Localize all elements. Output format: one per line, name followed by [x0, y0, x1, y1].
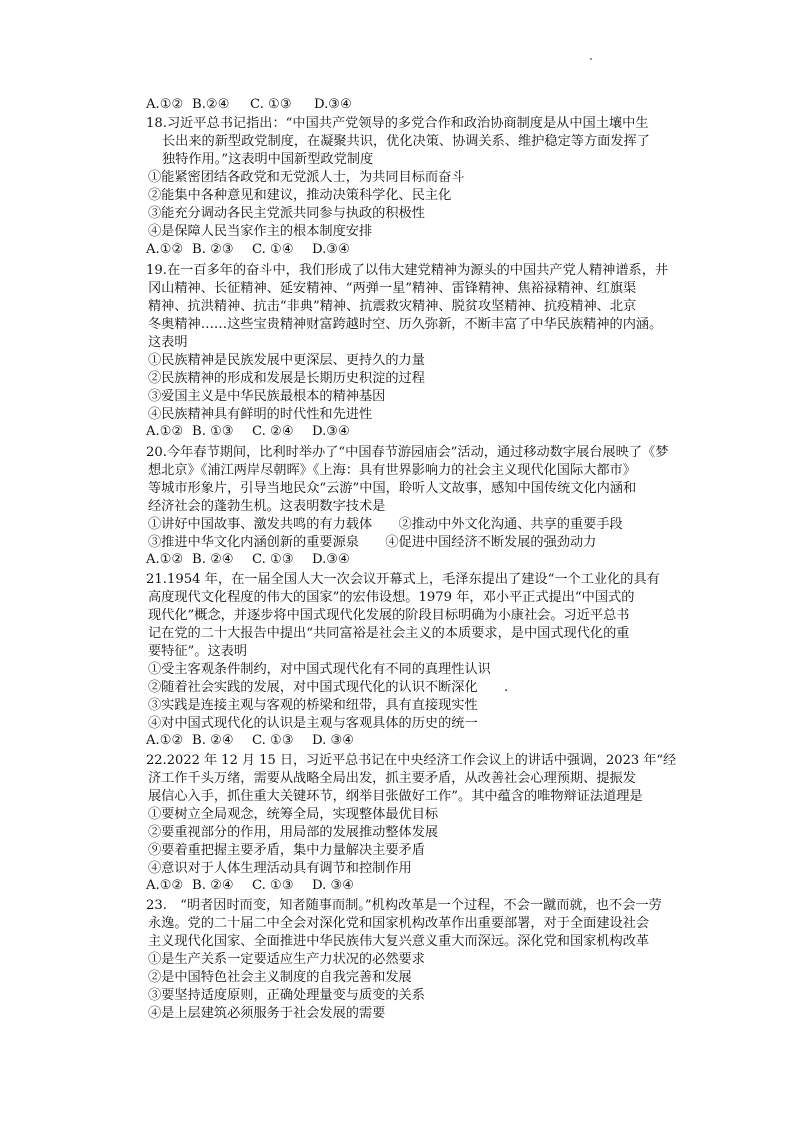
question-text: 长出来的新型政党制度，在凝聚共识，优化决策、协调关系、维护稳定等方面发挥了: [162, 134, 650, 149]
answer-option: D.③④: [314, 97, 352, 112]
answer-option: D.③④: [312, 242, 350, 257]
question-text: 想北京》《浦江两岸尽朝晖》《上海：具有世界影响力的社会主义现代化国际大都市》: [148, 463, 636, 478]
scan-mark: [590, 58, 592, 60]
question-text: 22.2022 年 12 月 15 日，习近平总书记在中央经济工作会议上的讲话中强调，2023 年“经: [146, 753, 677, 768]
answer-option: D. ③④: [312, 878, 355, 893]
question-text: 永逸。党的二十届二中全会对深化党和国家机构改革作出重要部署，对于全面建设社会: [148, 916, 650, 931]
question-text: 主义现代化国家、全面推进中华民族伟大复兴意义重大而深远。深化党和国家机构改革: [148, 934, 650, 949]
choice-item: ③实践是连接主观与客观的桥梁和纽带，具有直接现实性: [148, 698, 478, 713]
choice-item: ①能紧密团结各政党和无党派人士，为共同目标而奋斗: [148, 170, 465, 185]
answer-option: A.①②: [146, 733, 184, 748]
answer-option: B.②④: [192, 97, 230, 112]
answer-option: C. ①③: [252, 878, 294, 893]
question-text: 高度现代文化程度的伟大的国家”的宏伟设想。1979 年，邓小平正式提出“中国式的: [148, 590, 635, 605]
choice-item: ①讲好中国故事、激发共鸣的有力载体 ②推动中外文化沟通、共享的重要手段: [148, 517, 623, 532]
question-text: 这表明: [148, 335, 188, 350]
answer-option: A.①②: [146, 552, 184, 567]
choice-item: ⑨要着重把握主要矛盾，集中力量解决主要矛盾: [148, 843, 425, 858]
choice-item: ③推进中华文化内涵创新的重要源泉 ④促进中国经济不断发展的强劲动力: [148, 535, 597, 550]
question-text: 展信心入手，抓住重大关键环节，纲举目张做好工作”。其中蕴含的唯物辩证法道理是: [148, 789, 643, 804]
answer-options: [146, 878, 354, 893]
question-text: 19.在一百多年的奋斗中，我们形成了以伟大建党精神为源头的中国共产党人精神谱系，井: [146, 263, 669, 278]
question-text: 冬奥精神……这些宝贵精神财富跨越时空、历久弥新，不断丰富了中华民族精神的内涵。: [148, 317, 663, 332]
answer-option: A.①②: [146, 878, 184, 893]
answer-options: [146, 552, 350, 567]
answer-option: C. ①④: [252, 242, 294, 257]
question-text: 23. “明者因时而变，知者随事而制。”机构改革是一个过程，不会一蹴而就，也不会一劳: [146, 898, 662, 913]
choice-item: ③爱国主义是中华民族最根本的精神基因: [148, 389, 386, 404]
choice-item: ①受主客观条件制约，对中国式现代化有不同的真理性认识: [148, 662, 491, 677]
answer-option: C. ①③: [252, 552, 294, 567]
answer-option: B. ②④: [192, 878, 234, 893]
question-text: 精神、抗洪精神、抗击“非典”精神、抗震救灾精神、脱贫攻坚精神、抗疫精神、北京: [148, 299, 637, 314]
choice-item: ②民族精神的形成和发展是长期历史积淀的过程: [148, 371, 425, 386]
question-text: 要特征”。这表明: [148, 644, 248, 659]
choice-item: ④民族精神具有鲜明的时代性和先进性: [148, 407, 373, 422]
question-text: 独特作用。”这表明中国新型政党制度: [162, 152, 374, 167]
answer-option: B. ②③: [192, 242, 234, 257]
prev-answer-options: [146, 97, 352, 112]
answer-option: A.①②: [146, 242, 184, 257]
choice-item: ③能充分调动各民主党派共同参与执政的积极性: [148, 206, 425, 221]
choice-item: ①要树立全局观念，统筹全局，实现整体最优目标: [148, 807, 439, 822]
question-text: 记在党的二十大报告中提出“共同富裕是社会主义的本质要求，是中国式现代化的重: [148, 626, 630, 641]
answer-option: C. ②④: [252, 424, 294, 439]
answer-option: B. ②④: [192, 733, 234, 748]
answer-option: C. ①③: [252, 733, 294, 748]
choice-item: ③要坚持适度原则，正确处理量变与质变的关系: [148, 988, 425, 1003]
answer-option: C. ①③: [250, 97, 292, 112]
answer-options: [146, 424, 350, 439]
choice-item: ②能集中各种意见和建议，推动决策科学化、民主化: [148, 188, 452, 203]
choice-item: ②要重视部分的作用，用局部的发展推动整体发展: [148, 825, 439, 840]
choice-item: ④是保障人民当家作主的根本制度安排: [148, 224, 373, 239]
question-text: 20.今年春节期间，比利时举办了“中国春节游园庙会”活动，通过移动数字展台展映了《梦: [146, 445, 669, 460]
choice-item: ④对中国式现代化的认识是主观与客观具体的历史的统一: [148, 716, 478, 731]
answer-options: [146, 733, 354, 748]
choice-item: ①民族精神是民族发展中更深层、更持久的力量: [148, 353, 425, 368]
question-text: 济工作千头万绪，需要从战略全局出发，抓主要矛盾，从改善社会心理预期、提振发: [148, 771, 636, 786]
question-text: 现代化”概念，并逐步将中国式现代化发展的阶段目标明确为小康社会。习近平总书: [148, 608, 630, 623]
answer-option: D.③④: [312, 424, 350, 439]
answer-option: B. ②④: [192, 552, 234, 567]
answer-option: D.③④: [312, 552, 350, 567]
question-text: 冈山精神、长征精神、延安精神、“两弹一星”精神、雷锋精神、焦裕禄精神、红旗渠: [148, 281, 637, 296]
choice-item: ④是上层建筑必须服务于社会发展的需要: [148, 1006, 386, 1021]
question-text: 等城市形象片，引导当地民众“云游”中国，聆听人文故事，感知中国传统文化内涵和: [148, 481, 637, 496]
question-text: 18.习近平总书记指出：“中国共产党领导的多党合作和政治协商制度是从中国土壤中生: [146, 116, 649, 131]
answer-option: D. ③④: [312, 733, 355, 748]
answer-option: B. ①③: [192, 424, 234, 439]
question-text: 经济社会的蓬勃生机。这表明数字技术是: [148, 499, 386, 514]
choice-item: ①是生产关系一定要适应生产力状况的必然要求: [148, 952, 425, 967]
choice-item: ②是中国特色社会主义制度的自我完善和发展: [148, 970, 412, 985]
answer-option: A.①②: [146, 424, 184, 439]
answer-option: A.①②: [146, 97, 184, 112]
answer-options: [146, 242, 350, 257]
choice-item: ②随着社会实践的发展，对中国式现代化的认识不断深化 .: [148, 680, 509, 695]
choice-item: ④意识对于人体生理活动具有调节和控制作用: [148, 861, 412, 876]
question-text: 21.1954 年，在一届全国人大一次会议开幕式上，毛泽东提出了建设“一个工业化的具有: [146, 572, 660, 587]
